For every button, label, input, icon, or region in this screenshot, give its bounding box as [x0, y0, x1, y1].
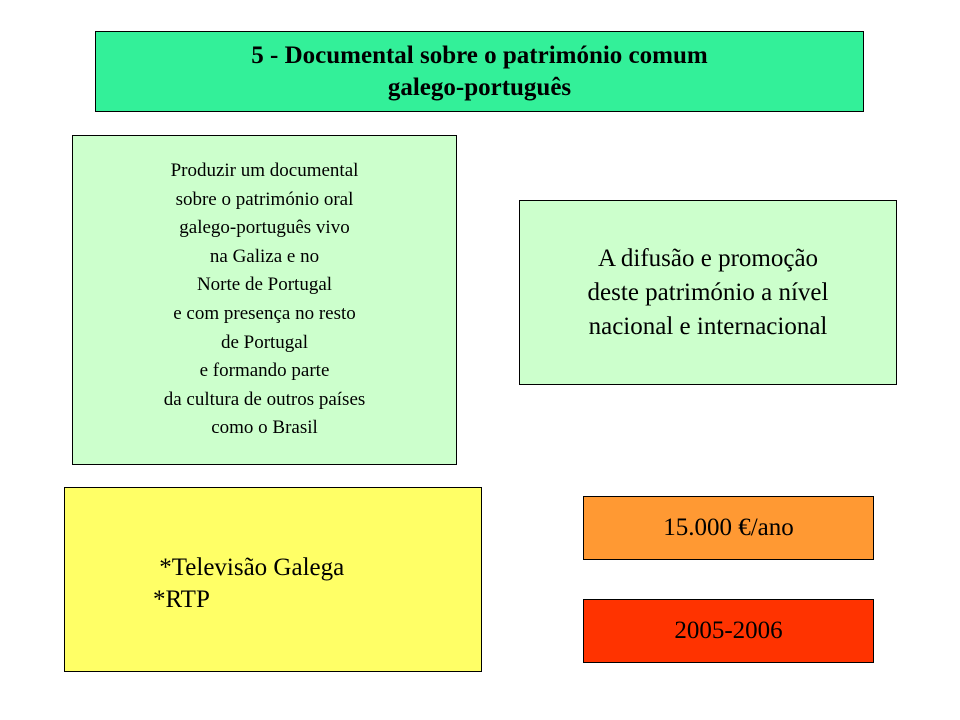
description-line-3: galego-português vivo [179, 217, 350, 239]
cost-label: 15.000 €/ano [663, 514, 794, 541]
partners-box [64, 487, 482, 672]
goal-line-1: A difusão e promoção [597, 244, 819, 272]
description-line-6: e com presença no resto [173, 303, 356, 324]
cost-box [583, 496, 874, 560]
title-line-1: 5 - Documental sobre o património comum [251, 41, 708, 69]
description-box [72, 135, 457, 465]
title-box [95, 31, 864, 112]
description-line-9: da cultura de outros países [163, 388, 366, 410]
partner-televisao-galega: *Televisão Galega [153, 553, 345, 581]
period-box [583, 599, 874, 663]
description-line-4: na Galiza e no [209, 245, 320, 267]
description-line-5: Norte de Portugal [196, 274, 333, 296]
description-line-1: Produzir um documental [170, 160, 359, 182]
description-line-10: como o Brasil [211, 417, 318, 439]
goal-line-3: nacional e internacional [588, 312, 828, 340]
partner-rtp: *RTP [153, 585, 210, 613]
description-line-7: de Portugal [220, 331, 309, 353]
title-line-2: galego-português [387, 73, 572, 101]
goal-line-2: deste património a nível [587, 278, 829, 306]
description-line-8: e formando parte [199, 360, 330, 382]
period-label: 2005-2006 [674, 617, 783, 644]
description-line-2: sobre o património oral [175, 188, 354, 210]
goal-box [519, 200, 897, 385]
